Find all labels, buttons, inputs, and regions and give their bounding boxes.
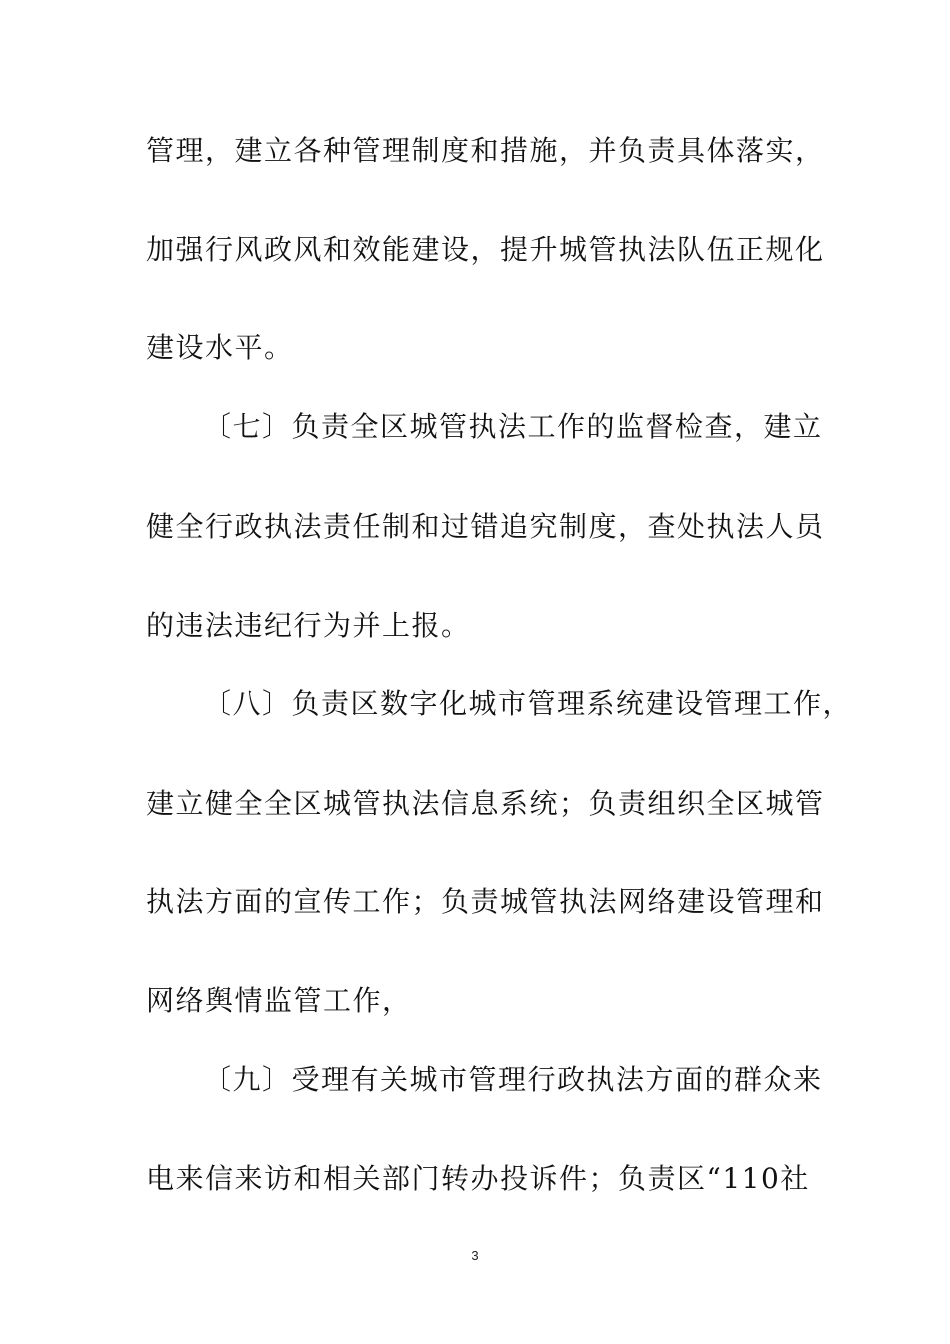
- body-text-line: 网络舆情监管工作，: [146, 984, 412, 1017]
- paragraph-start-line: 〔七〕负责全区城管执法工作的监督检查，建立: [203, 410, 823, 443]
- paragraph-start-line: 〔九〕受理有关城市管理行政执法方面的群众来: [203, 1063, 823, 1096]
- body-text-line: 建设水平。: [146, 331, 294, 364]
- page-number: 3: [471, 1248, 479, 1263]
- body-text-line: 加强行风政风和效能建设，提升城管执法队伍正规化: [146, 233, 825, 266]
- body-text-line: 管理，建立各种管理制度和措施，并负责具体落实，: [146, 134, 825, 167]
- body-text-line: 电来信来访和相关部门转办投诉件；负责区“110社: [146, 1162, 810, 1195]
- body-text-line: 执法方面的宣传工作；负责城管执法网络建设管理和: [146, 885, 825, 918]
- body-text-line: 健全行政执法责任制和过错追究制度，查处执法人员: [146, 510, 825, 543]
- paragraph-start-line: 〔八〕负责区数字化城市管理系统建设管理工作，: [203, 687, 853, 720]
- body-text-line: 的违法违纪行为并上报。: [146, 609, 471, 642]
- body-text-line: 建立健全全区城管执法信息系统；负责组织全区城管: [146, 787, 825, 820]
